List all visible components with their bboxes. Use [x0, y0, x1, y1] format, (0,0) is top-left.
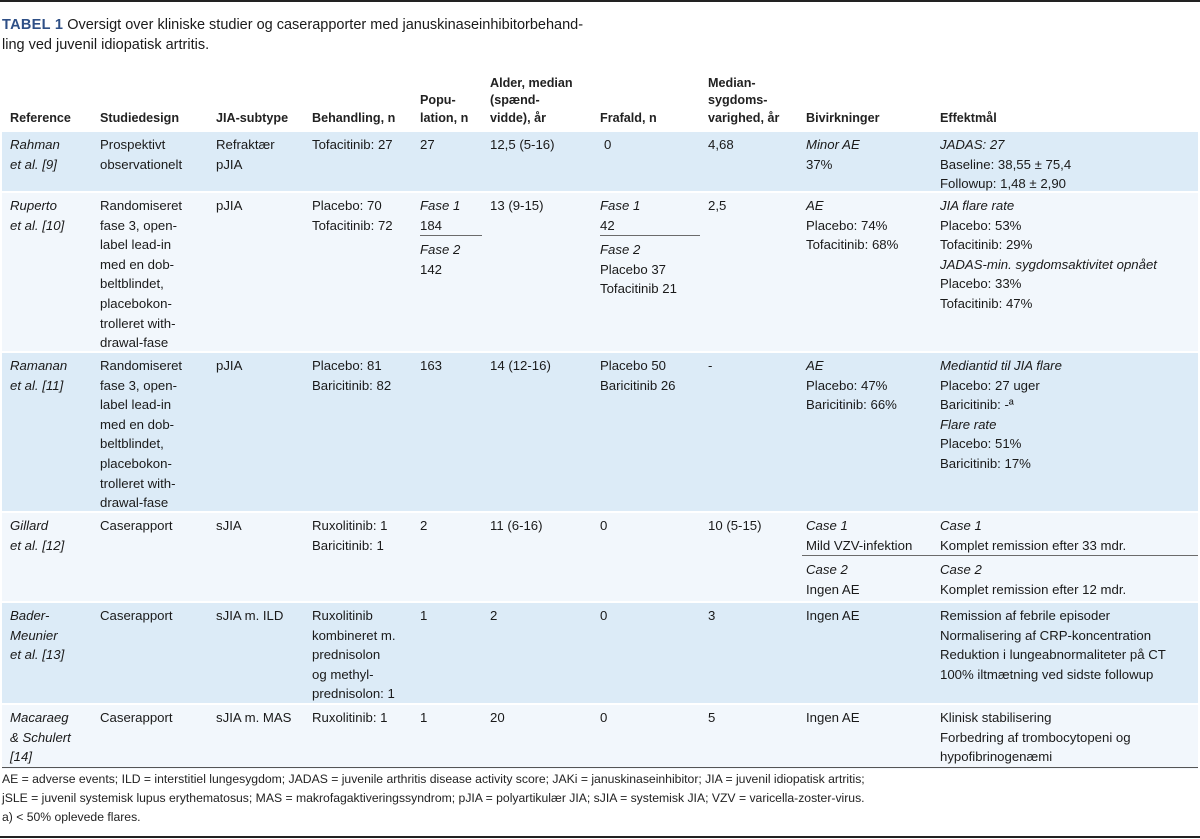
- cell-outcome: Klinisk stabilisering Forbedring af trombocytopeni og hypofibrinogenæmi: [940, 710, 1131, 765]
- cell-age: 13 (9-15): [490, 198, 544, 213]
- cell-treatment: Ruxolitinib: 1 Baricitinib: 1: [312, 518, 388, 553]
- cell-reference: Bader- Meunier et al. [13]: [10, 608, 65, 663]
- table-row: [2, 351, 1198, 511]
- cell-dropout: 0: [600, 710, 608, 725]
- cell-duration: 10 (5-15): [708, 518, 762, 533]
- bottom-rule: [0, 836, 1200, 838]
- cell-design: Randomiseret fase 3, open- label lead-in med en dob- beltblindet, placebokon- trolleret with- drawal-fase: [100, 358, 183, 511]
- header-dropout: Frafald, n: [600, 110, 657, 125]
- cell-reference: Gillard et al. [12]: [10, 518, 65, 553]
- cell-design: Randomiseret fase 3, open- label lead-in med en dob- beltblindet, placebokon- trolleret with- drawal-fase: [100, 198, 183, 351]
- table-footnotes: [2, 770, 1198, 827]
- phase-divider: [420, 235, 482, 236]
- studies-table: [2, 64, 1198, 769]
- cell-population: 27: [420, 137, 435, 152]
- case-divider: [802, 555, 1198, 556]
- cell-subtype: sJIA m. ILD: [216, 608, 284, 623]
- header-duration: Median- sygdoms- varighed, år: [708, 75, 780, 125]
- cell-reference: Rahman et al. [9]: [10, 137, 60, 172]
- table-row: [2, 511, 1198, 601]
- cell-dropout: 0: [600, 518, 608, 533]
- cell-outcome: Remission af febrile episoder Normalisering af CRP-koncentration Reduktion i lungeabnormaliteter på CT 100% iltmætning ved sidste followup: [940, 608, 1166, 682]
- cell-reference: Ruperto et al. [10]: [10, 198, 65, 233]
- cell-treatment: Placebo: 81 Baricitinib: 82: [312, 358, 392, 393]
- cell-outcome: Mediantid til JIA flare Placebo: 27 uger Baricitinib: -ª Flare rate Placebo: 51% Baricitinib: 17%: [940, 358, 1062, 471]
- table-caption: [2, 15, 702, 55]
- cell-treatment: Ruxolitinib kombineret m. prednisolon og methyl- prednisolon: 1: [312, 608, 396, 702]
- header-subtype: JIA-subtype: [216, 110, 289, 125]
- header-population: Popu- lation, n: [420, 93, 469, 125]
- cell-duration: 3: [708, 608, 716, 623]
- header-reference: Reference: [10, 110, 71, 125]
- cell-subtype: sJIA m. MAS: [216, 710, 292, 725]
- cell-duration: 4,68: [708, 137, 734, 152]
- cell-population: 163: [420, 358, 443, 373]
- cell-population: Fase 1 184 Fase 2 142: [420, 198, 461, 277]
- footnote-rule: [2, 767, 1198, 768]
- header-age: Alder, median (spænd- vidde), år: [490, 75, 573, 125]
- table-header: [2, 64, 1198, 132]
- header-adverse: Bivirkninger: [806, 110, 880, 125]
- cell-treatment: Ruxolitinib: 1: [312, 710, 388, 725]
- cell-dropout: Placebo 50 Baricitinib 26: [600, 358, 676, 393]
- cell-outcome: JADAS: 27 Baseline: 38,55 ± 75,4 Followup: 1,48 ± 2,90: [940, 137, 1072, 192]
- cell-duration: 2,5: [708, 198, 727, 213]
- cell-adverse: Minor AE 37%: [806, 137, 860, 172]
- cell-population: 2: [420, 518, 428, 533]
- cell-duration: -: [708, 358, 713, 373]
- footnote-abbreviations-1: AE = adverse events; ILD = interstitiel lungesygdom; JADAS = juvenile arthritis disease activity score; JAKi = januskinaseinhibitor; JIA = juvenil idiopatisk artritis;: [2, 772, 865, 786]
- cell-subtype: pJIA: [216, 198, 243, 213]
- cell-age: 20: [490, 710, 505, 725]
- table-row: [2, 132, 1198, 191]
- cell-treatment: Placebo: 70 Tofacitinib: 72: [312, 198, 393, 233]
- cell-treatment: Tofacitinib: 27: [312, 137, 393, 152]
- cell-population: 1: [420, 710, 428, 725]
- cell-subtype: pJIA: [216, 358, 243, 373]
- cell-design: Caserapport: [100, 710, 173, 725]
- header-design: Studiedesign: [100, 110, 180, 125]
- table-row: [2, 601, 1198, 703]
- footnote-abbreviations-2: jSLE = juvenil systemisk lupus erythematosus; MAS = makrofagaktiveringssyndrom; pJIA = polyartikulær JIA; sJIA = systemisk JIA; VZV = varicella-zoster-virus.: [2, 791, 865, 805]
- cell-dropout: Fase 1 42 Fase 2 Placebo 37 Tofacitinib 21: [600, 198, 677, 297]
- table-row: [2, 703, 1198, 769]
- phase-divider: [600, 235, 700, 236]
- cell-duration: 5: [708, 710, 716, 725]
- cell-adverse: AE Placebo: 47% Baricitinib: 66%: [806, 358, 897, 413]
- cell-design: Prospektivt observationelt: [100, 137, 183, 172]
- caption-text-line2: ling ved juvenil idiopatisk artritis.: [2, 37, 210, 53]
- cell-reference: Ramanan et al. [11]: [10, 358, 68, 393]
- cell-subtype: sJIA: [216, 518, 242, 533]
- cell-age: 14 (12-16): [490, 358, 551, 373]
- caption-label: TABEL 1: [2, 17, 64, 33]
- cell-dropout: 0: [600, 608, 608, 623]
- table-row: [2, 191, 1198, 351]
- cell-adverse: Ingen AE: [806, 608, 860, 623]
- cell-design: Caserapport: [100, 518, 173, 533]
- cell-outcome: Case 1 Komplet remission efter 33 mdr. Case 2 Komplet remission efter 12 mdr.: [940, 518, 1127, 597]
- cell-age: 12,5 (5-16): [490, 137, 555, 152]
- cell-age: 11 (6-16): [490, 518, 543, 533]
- cell-adverse: Case 1 Mild VZV-infektion Case 2 Ingen AE: [806, 518, 913, 597]
- header-outcome: Effektmål: [940, 110, 997, 125]
- header-treatment: Behandling, n: [312, 110, 396, 125]
- cell-dropout: 0: [604, 137, 612, 152]
- top-rule: [0, 0, 1200, 2]
- footnote-a: a) < 50% oplevede flares.: [2, 810, 141, 824]
- cell-population: 1: [420, 608, 428, 623]
- cell-reference: Macaraeg & Schulert [14]: [10, 710, 71, 765]
- cell-adverse: Ingen AE: [806, 710, 860, 725]
- cell-adverse: AE Placebo: 74% Tofacitinib: 68%: [806, 198, 899, 253]
- cell-outcome: JIA flare rate Placebo: 53% Tofacitinib: 29% JADAS-min. sygdomsaktivitet opnået Placebo: 33% Tofacitinib: 47%: [940, 198, 1157, 311]
- caption-text-line1: Oversigt over kliniske studier og caserapporter med januskinaseinhibitorbehand-: [67, 17, 584, 33]
- cell-subtype: Refraktær pJIA: [216, 137, 275, 172]
- cell-age: 2: [490, 608, 498, 623]
- cell-design: Caserapport: [100, 608, 173, 623]
